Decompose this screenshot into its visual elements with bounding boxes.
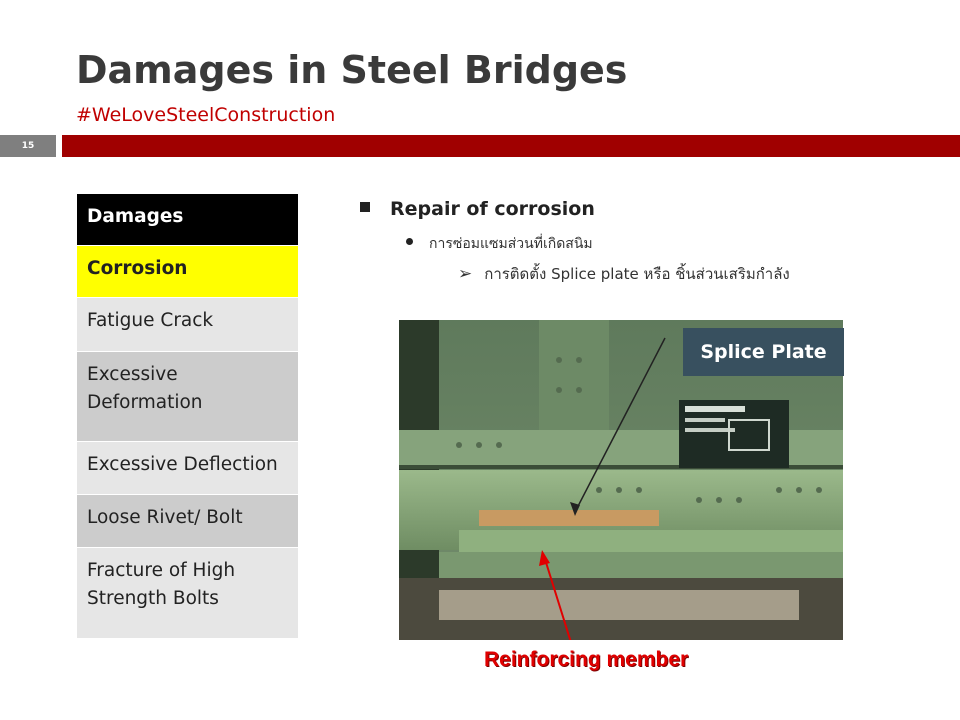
slide-number: 15: [0, 135, 56, 157]
reinforcing-member-label: Reinforcing member: [484, 648, 689, 671]
square-bullet-icon: [360, 202, 370, 212]
bullet-level-2: [406, 233, 593, 255]
repair-sub-bullet-text: การติดตั้ง Splice plate หรือ ชิ้นส่วนเสริมกำลัง: [484, 265, 790, 283]
header-divider-bar: [62, 135, 960, 157]
round-bullet-icon: [406, 238, 413, 245]
damage-row-fracture-hsb: Fracture of High Strength Bolts: [77, 548, 298, 639]
damage-row-corrosion: Corrosion: [77, 246, 298, 298]
damage-row-fatigue-crack: Fatigue Crack: [77, 298, 298, 352]
damage-row-excessive-deflection: Excessive Deflection: [77, 442, 298, 495]
slide-title: Damages in Steel Bridges: [76, 48, 628, 92]
bullet-level-1: [360, 198, 595, 220]
damage-row-loose-rivet-bolt: Loose Rivet/ Bolt: [77, 495, 298, 548]
repair-heading: Repair of corrosion: [390, 198, 595, 220]
splice-plate-callout: Splice Plate: [683, 328, 844, 376]
repair-bullet-text: การซ่อมแซมส่วนที่เกิดสนิม: [429, 236, 593, 252]
damages-table-header: Damages: [77, 194, 298, 246]
damage-row-excessive-deformation: Excessive Deformation: [77, 352, 298, 442]
arrow-bullet-icon: ➢: [458, 264, 473, 284]
slide-subtitle: #WeLoveSteelConstruction: [76, 104, 336, 126]
bullet-level-3: [458, 262, 790, 286]
damages-table: [77, 194, 298, 639]
